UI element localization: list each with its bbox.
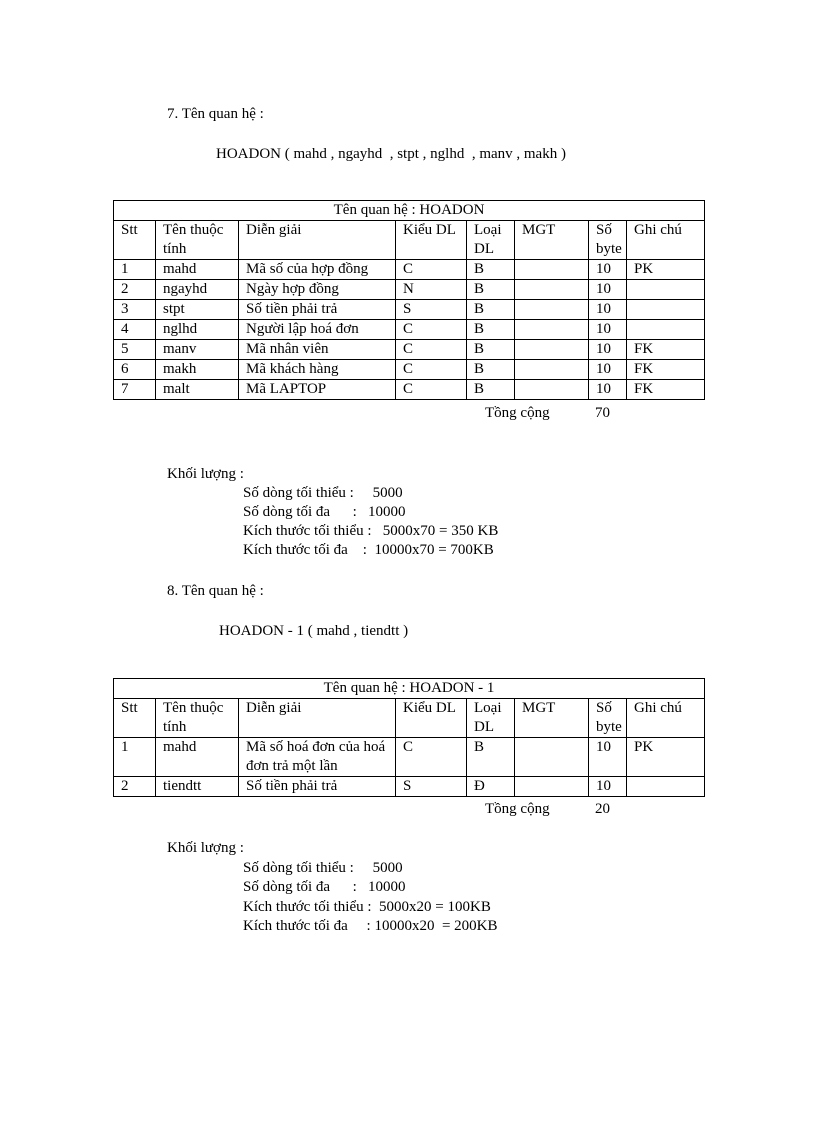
section8-total-value: 20 [595,801,610,817]
cell-mgt [515,300,589,320]
section8-total-label: Tồng cộng [485,801,550,817]
cell-mgt [515,380,589,400]
section7-volume-line: Số dòng tối thiểu : 5000 [243,485,403,501]
table-title-row [114,679,705,699]
table-row [114,260,705,280]
cell-bytes: 10 [589,738,627,777]
cell-stt: 2 [114,777,156,797]
table-title-row [114,201,705,221]
header-mgt: MGT [515,221,589,260]
table-row [114,738,705,777]
table-row [114,280,705,300]
cell-note: FK [627,380,705,400]
cell-data-type: C [396,340,467,360]
section8-volume-line: Số dòng tối thiểu : 5000 [243,860,403,876]
header-stt: Stt [114,699,156,738]
header-data-type: Kiểu DL [396,221,467,260]
cell-data-type: C [396,260,467,280]
cell-mgt [515,320,589,340]
header-bytes: Số byte [589,221,627,260]
cell-data-type: C [396,360,467,380]
section8-heading: 8. Tên quan hệ : [167,583,264,599]
cell-data-kind: B [467,320,515,340]
section7-table [113,200,705,400]
table-row [114,380,705,400]
cell-bytes: 10 [589,777,627,797]
cell-note [627,320,705,340]
table-title: Tên quan hệ : HOADON [114,201,705,221]
cell-data-kind: B [467,300,515,320]
header-attribute: Tên thuộc tính [156,699,239,738]
cell-description: Mã số hoá đơn của hoá đơn trả một lần [239,738,396,777]
table-row [114,320,705,340]
section8-volume-line: Số dòng tối đa : 10000 [243,879,406,895]
cell-stt: 5 [114,340,156,360]
cell-data-type: S [396,300,467,320]
cell-attribute: nglhd [156,320,239,340]
cell-attribute: stpt [156,300,239,320]
cell-data-type: C [396,320,467,340]
cell-bytes: 10 [589,260,627,280]
cell-attribute: ngayhd [156,280,239,300]
cell-description: Mã LAPTOP [239,380,396,400]
cell-description: Số tiền phải trả [239,300,396,320]
cell-mgt [515,738,589,777]
cell-description: Mã số của hợp đồng [239,260,396,280]
cell-data-type: C [396,738,467,777]
cell-note: PK [627,260,705,280]
cell-note: PK [627,738,705,777]
cell-bytes: 10 [589,340,627,360]
header-note: Ghi chú [627,699,705,738]
cell-mgt [515,280,589,300]
cell-stt: 1 [114,260,156,280]
cell-stt: 7 [114,380,156,400]
cell-bytes: 10 [589,380,627,400]
cell-bytes: 10 [589,360,627,380]
section8-volume-line: Kích thước tối đa : 10000x20 = 200KB [243,918,498,934]
cell-mgt [515,360,589,380]
cell-note [627,777,705,797]
cell-stt: 6 [114,360,156,380]
section7-volume-label: Khối lượng : [167,466,244,482]
cell-description: Ngày hợp đồng [239,280,396,300]
cell-data-type: N [396,280,467,300]
table-row [114,360,705,380]
section7-total-value: 70 [595,405,610,421]
section7-volume-line: Kích thước tối đa : 10000x70 = 700KB [243,542,494,558]
header-data-kind: Loại DL [467,699,515,738]
table-row [114,777,705,797]
cell-bytes: 10 [589,280,627,300]
cell-note: FK [627,340,705,360]
section8-volume-label: Khối lượng : [167,840,244,856]
cell-bytes: 10 [589,300,627,320]
cell-data-kind: B [467,380,515,400]
cell-note [627,300,705,320]
cell-data-type: C [396,380,467,400]
cell-stt: 3 [114,300,156,320]
table-row [114,300,705,320]
cell-attribute: tiendtt [156,777,239,797]
cell-data-type: S [396,777,467,797]
cell-note: FK [627,360,705,380]
table-title: Tên quan hệ : HOADON - 1 [114,679,705,699]
header-bytes: Số byte [589,699,627,738]
section8-table [113,678,705,797]
header-mgt: MGT [515,699,589,738]
cell-description: Số tiền phải trả [239,777,396,797]
cell-mgt [515,777,589,797]
cell-stt: 4 [114,320,156,340]
section7-total-label: Tồng cộng [485,405,550,421]
cell-data-kind: B [467,340,515,360]
cell-attribute: makh [156,360,239,380]
cell-description: Người lập hoá đơn [239,320,396,340]
section8-schema: HOADON - 1 ( mahd , tiendtt ) [219,623,409,639]
cell-attribute: malt [156,380,239,400]
cell-data-kind: B [467,280,515,300]
cell-mgt [515,340,589,360]
cell-mgt [515,260,589,280]
table-header-row [114,221,705,260]
cell-description: Mã nhân viên [239,340,396,360]
cell-attribute: mahd [156,260,239,280]
header-description: Diễn giải [239,699,396,738]
header-data-kind: Loại DL [467,221,515,260]
cell-attribute: manv [156,340,239,360]
table-header-row [114,699,705,738]
cell-data-kind: B [467,738,515,777]
section7-volume-line: Số dòng tối đa : 10000 [243,504,406,520]
cell-stt: 1 [114,738,156,777]
cell-data-kind: Đ [467,777,515,797]
section8-volume-line: Kích thước tối thiểu : 5000x20 = 100KB [243,899,491,915]
section7-heading: 7. Tên quan hệ : [167,106,264,122]
cell-data-kind: B [467,360,515,380]
cell-stt: 2 [114,280,156,300]
header-attribute: Tên thuộc tính [156,221,239,260]
cell-data-kind: B [467,260,515,280]
table-row [114,340,705,360]
cell-bytes: 10 [589,320,627,340]
header-note: Ghi chú [627,221,705,260]
cell-description: Mã khách hàng [239,360,396,380]
cell-attribute: mahd [156,738,239,777]
cell-note [627,280,705,300]
header-description: Diễn giải [239,221,396,260]
header-stt: Stt [114,221,156,260]
section7-schema: HOADON ( mahd , ngayhd , stpt , nglhd , manv , makh ) [216,146,566,162]
section7-volume-line: Kích thước tối thiểu : 5000x70 = 350 KB [243,523,499,539]
header-data-type: Kiểu DL [396,699,467,738]
